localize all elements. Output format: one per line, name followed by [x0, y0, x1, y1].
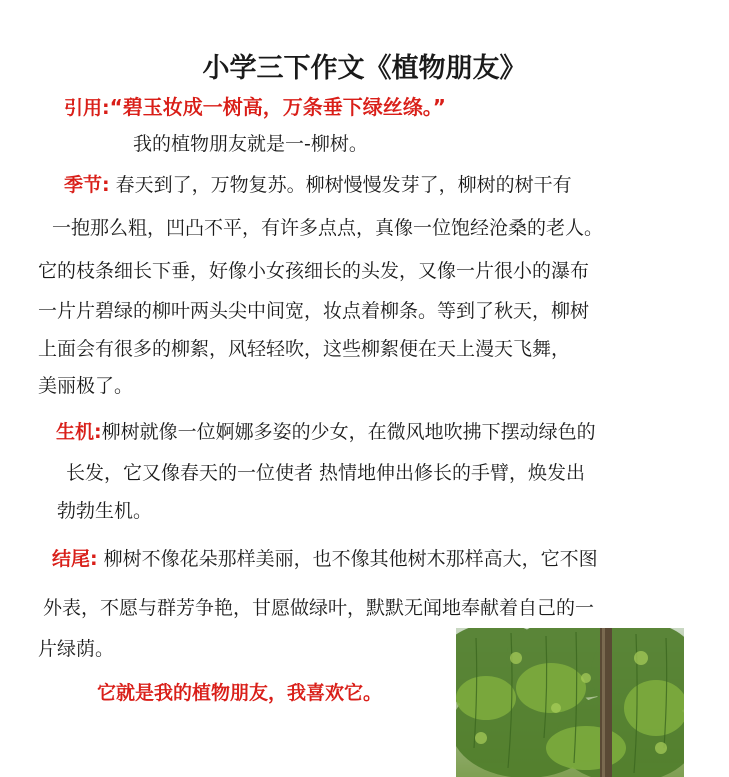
- season-line-1: [64, 172, 572, 198]
- willow-tree-photo: [456, 628, 684, 777]
- vitality-line-1: [56, 419, 596, 445]
- vitality-line-2: 长发，它又像春天的一位使者 热情地伸出修长的手臂，焕发出: [66, 462, 586, 484]
- vitality-text-1: 柳树就像一位婀娜多姿的少女，在微风地吹拂下摆动绿色的: [101, 421, 596, 443]
- essay-title: 小学三下作文《植物朋友》: [202, 53, 527, 84]
- season-line-5: 上面会有很多的柳絮，风轻轻吹，这些柳絮便在天上漫天飞舞，: [38, 338, 571, 360]
- closing-line: 它就是我的植物朋友，我喜欢它。: [97, 682, 383, 704]
- quote-line: [64, 94, 446, 121]
- quote-label: 引用:: [64, 97, 110, 119]
- vitality-label: 生机:: [56, 421, 102, 443]
- ending-text-1: 柳树不像花朵那样美丽，也不像其他树木那样高大，它不图: [97, 548, 598, 570]
- intro-line: 我的植物朋友就是一-柳树。: [133, 133, 368, 155]
- quote-text: “碧玉妆成一树高，万条垂下绿丝绦。”: [109, 95, 446, 119]
- vitality-line-3: 勃勃生机。: [57, 500, 153, 522]
- season-line-4: 一片片碧绿的柳叶两头尖中间宽，妆点着柳条。等到了秋天，柳树: [38, 300, 590, 322]
- season-label: 季节:: [64, 174, 110, 196]
- season-text-1: 春天到了，万物复苏。柳树慢慢发芽了，柳树的树干有: [109, 174, 572, 196]
- season-line-3: 它的枝条细长下垂，好像小女孩细长的头发，又像一片很小的瀑布: [38, 260, 590, 282]
- ending-line-2: 外表，不愿与群芳争艳，甘愿做绿叶，默默无闻地奉献着自己的一: [43, 597, 595, 619]
- season-line-2: 一抱那么粗，凹凸不平，有许多点点，真像一位饱经沧桑的老人。: [52, 217, 604, 239]
- willow-tree-illustration: [456, 628, 684, 777]
- ending-line-1: [52, 546, 598, 572]
- ending-label: 结尾:: [52, 548, 98, 570]
- ending-line-3: 片绿荫。: [38, 638, 115, 660]
- season-line-6: 美丽极了。: [38, 375, 134, 397]
